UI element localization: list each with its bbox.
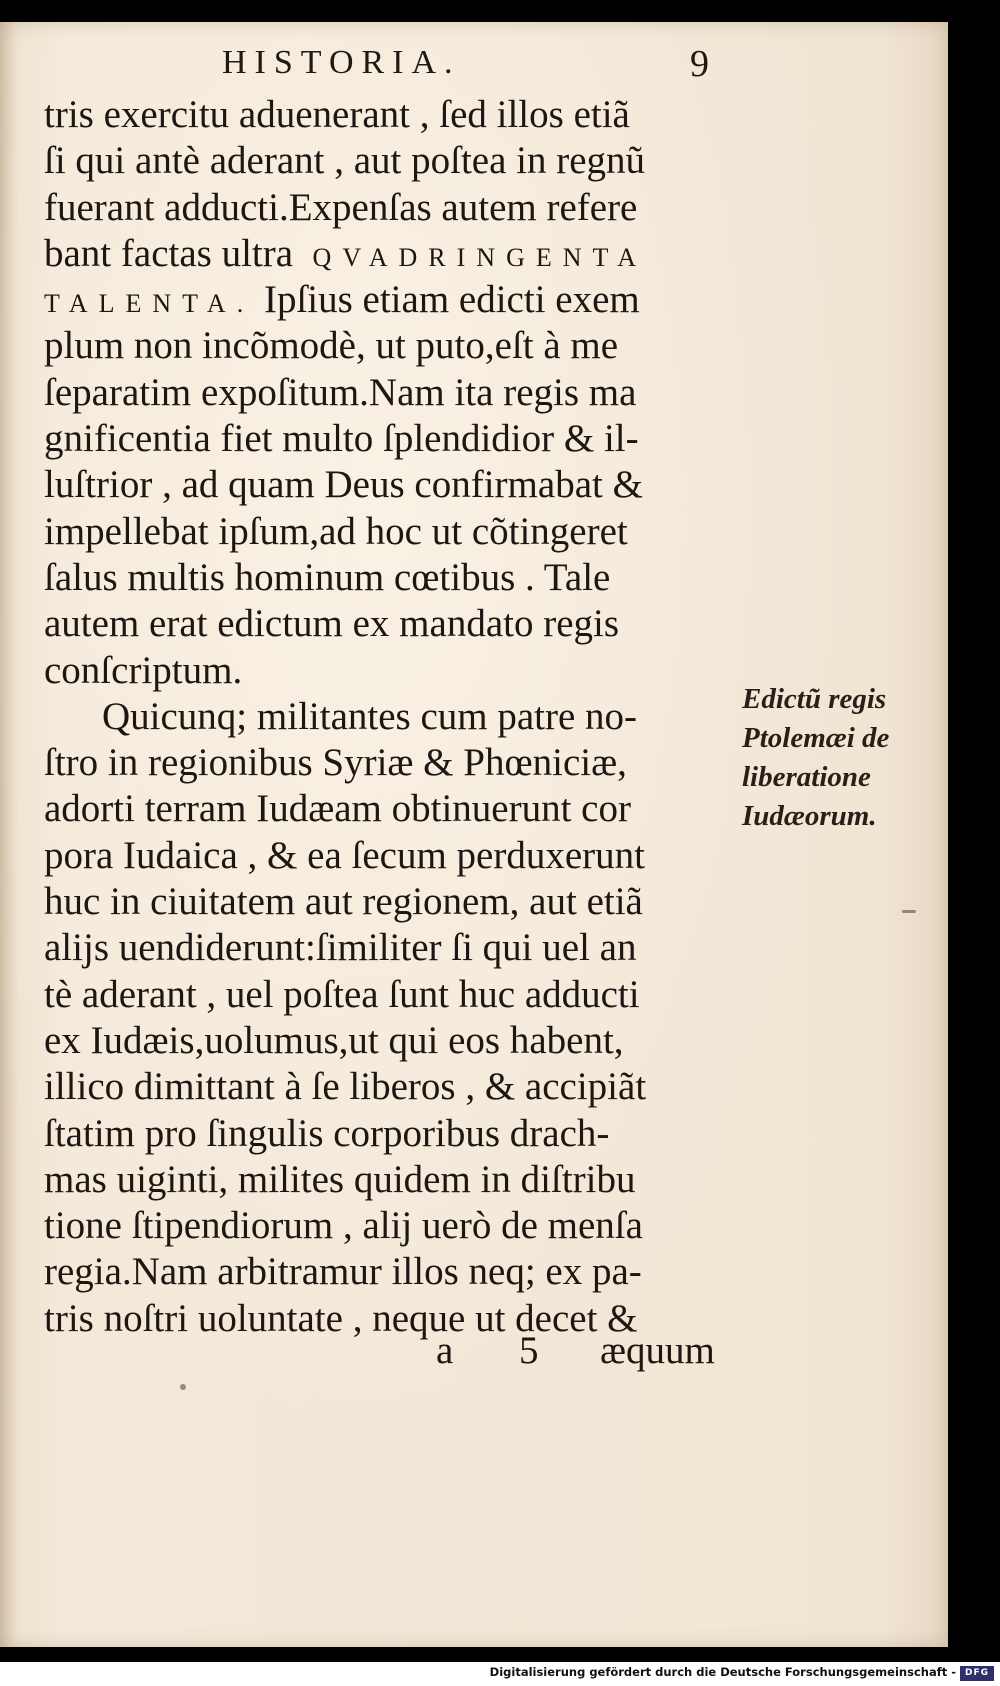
text-line: tris noſtri uoluntate , neque ut decet &	[44, 1296, 638, 1340]
dfg-logo: DFG	[960, 1666, 994, 1681]
text-line: huc in ciuitatem aut regionem, aut etiã	[44, 880, 643, 924]
margin-note-line: liberatione	[742, 761, 871, 793]
catchline	[0, 1328, 948, 1378]
text-line: gnificentia fiet multo ſplendidior & il-	[44, 417, 639, 461]
footer-credit: Digitalisierung gefördert durch die Deutsche Forschungsgemeinschaft -	[489, 1665, 956, 1679]
text-line	[44, 277, 744, 323]
margin-note-line: Edictũ regis	[742, 683, 887, 715]
text-line: autem erat edictum ex mandato regis	[44, 602, 620, 646]
body-text	[44, 92, 744, 1342]
text-line: ſalus multis hominum cœtibus . Tale	[44, 555, 611, 599]
text-line: fuerant adducti.Expenſas autem refere	[44, 185, 638, 229]
text-line: ſtro in regionibus Syriæ & Phœniciæ,	[44, 741, 627, 785]
page-number: 9	[690, 43, 709, 85]
text-line: adorti terram Iudæam obtinuerunt cor	[44, 787, 631, 831]
margin-note	[742, 680, 932, 836]
text-line: tione ſtipendiorum , alij uerò de menſa	[44, 1204, 643, 1248]
page-header	[0, 44, 948, 94]
text-line	[44, 231, 744, 277]
text-line: illico dimittant à ſe liberos , & accipiãt	[44, 1065, 647, 1109]
text-line: ſtatim pro ſingulis corporibus drach-	[44, 1111, 610, 1155]
text-line: impellebat ipſum,ad hoc ut cõtingeret	[44, 509, 628, 553]
digitization-footer	[0, 1662, 1000, 1686]
ink-spot	[180, 1384, 186, 1390]
text-line: Quicunq; militantes cum patre no-	[102, 694, 638, 738]
ink-spot	[902, 910, 916, 913]
running-head: HISTORIA.	[222, 44, 461, 81]
scan-border	[948, 22, 1000, 1647]
text-line: ex Iudæis,uolumus,ut qui eos habent,	[44, 1018, 624, 1062]
text-line: luſtrior , ad quam Deus confirmabat &	[44, 463, 643, 507]
text-line: pora Iudaica , & ea ſecum perduxerunt	[44, 833, 645, 877]
smallcaps-text: TALENTA.	[44, 289, 255, 319]
margin-note-line: Iudæorum.	[742, 800, 877, 832]
margin-note-line: Ptolemæi de	[742, 722, 890, 754]
signature-mark: a 5	[436, 1329, 567, 1372]
smallcaps-text: QVADRINGENTA	[312, 242, 648, 272]
text-line: tè aderant , uel poſtea ſunt huc adducti	[44, 972, 640, 1016]
text-line: plum non incõmodè, ut puto,eſt à me	[44, 324, 619, 368]
text-fragment: Ipſius etiam edicti exem	[263, 278, 640, 322]
text-line: regia.Nam arbitramur illos neq; ex pa-	[44, 1250, 642, 1294]
catchword: æquum	[600, 1329, 715, 1372]
text-line: tris exercitu aduenerant , ſed illos etiã	[44, 93, 630, 136]
text-line: conſcriptum.	[44, 648, 243, 692]
text-line: ſeparatim expoſitum.Nam ita regis ma	[44, 370, 637, 414]
text-fragment: bant factas ultra	[44, 231, 294, 275]
text-line: alijs uendiderunt:ſimiliter ſi qui uel an	[44, 926, 637, 970]
text-line: mas uiginti, milites quidem in diſtribu	[44, 1157, 636, 1201]
text-line: ſi qui antè aderant , aut poſtea in regnũ	[44, 139, 646, 183]
